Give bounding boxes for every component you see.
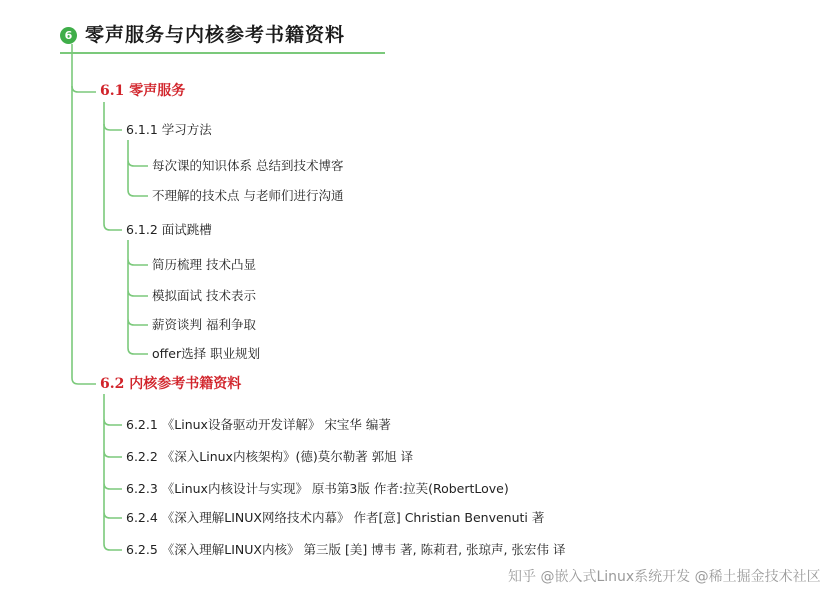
- connector-62: [104, 394, 122, 550]
- book-item: 6.2.4 《深入理解LINUX网络技术内幕》 作者[意] Christian Benvenuti 著: [126, 510, 545, 525]
- study-method-item: 不理解的技术点 与老师们进行沟通: [152, 188, 344, 203]
- root-number-badge: 6: [60, 27, 77, 44]
- book-item: 6.2.5 《深入理解LINUX内核》 第三版 [美] 博韦 著, 陈莉君, 张琼声, 张宏伟 译: [126, 542, 566, 557]
- root-node: [60, 18, 385, 54]
- section-6-1-title: 6.1 零声服务: [100, 83, 186, 99]
- interview-item: offer选择 职业规划: [152, 346, 261, 361]
- watermark: 知乎 @嵌入式Linux系统开发 @稀土掘金技术社区: [508, 569, 821, 585]
- interview-item: 薪资谈判 福利争取: [152, 317, 256, 332]
- connector-611: [104, 124, 122, 130]
- connector-612-items: [128, 240, 148, 354]
- connector-root-61: [72, 86, 96, 92]
- book-item: 6.2.3 《Linux内核设计与实现》 原书第3版 作者:拉芙(RobertLove): [126, 481, 509, 496]
- root-title: 零声服务与内核参考书籍资料: [85, 23, 346, 46]
- section-6-2-title: 6.2 内核参考书籍资料: [100, 376, 242, 392]
- connector-61: [104, 102, 122, 230]
- book-item: 6.2.1 《Linux设备驱动开发详解》 宋宝华 编著: [126, 417, 391, 432]
- connector-root: [72, 44, 96, 384]
- interview-item: 简历梳理 技术凸显: [152, 257, 256, 272]
- subsection-6-1-1-title: 6.1.1 学习方法: [126, 122, 212, 137]
- subsection-6-1-2-title: 6.1.2 面试跳槽: [126, 222, 212, 237]
- interview-item: 模拟面试 技术表示: [152, 288, 256, 303]
- connector-611-items: [128, 140, 148, 196]
- study-method-item: 每次课的知识体系 总结到技术博客: [152, 158, 344, 173]
- book-item: 6.2.2 《深入Linux内核架构》(德)莫尔勒著 郭旭 译: [126, 449, 414, 464]
